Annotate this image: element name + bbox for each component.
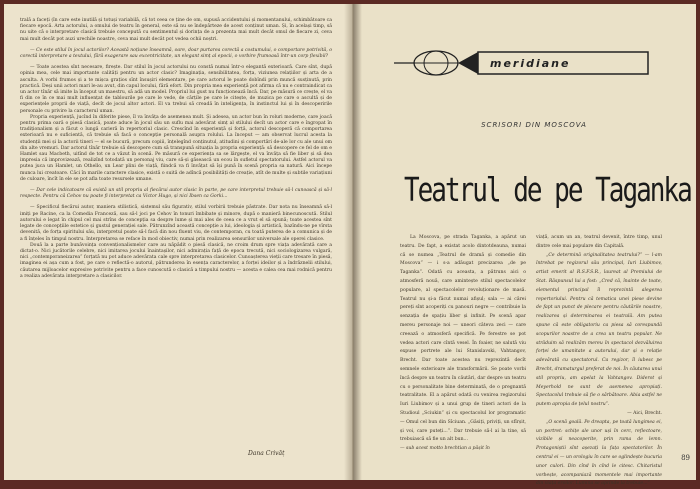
left-page	[4, 4, 352, 480]
right-page	[354, 4, 696, 487]
banner-title: meridiane	[490, 57, 571, 70]
right-col1-paragraph-1: La Moscova, pe strada Taganka, a apărut un teatru. De fapt, a existat acolo dintotdeauna, numai că se numea „Teatrul de dramă și comedie din Moscova” — i s-a adăugat precizarea „de pe Taganka”. Odată cu aceasta, a pătruns aici o atmosferă nouă, care amintește stilul spectacolelor populare, al spectacolelor revoluționare de masă. Teatrul nu și-a făcut numai afișul; sala — ai cărei pereți sînt acoperiți cu panouri negre — contribuie la senzația de spațiu liber și infinit. Pe scenă apar mereu personaje noi — uneori câteva zeci — care creează o atmosferă specifică. Pe ferestre se pot vedea actori care cîntă vesel. În foaier, ne salută viu expuse portrete ale lui Stanislavski, Vahtangov, Brecht. Dar toate acestea nu reprezintă decît semnele exterioare ale transformării. Se poate vorbi încă despre un teatru în căutări, dar despre un teatru cu o personalitate bine determinată, de o pregnantă teatralitate. El a apărut odată cu venirea regizorului Iuri Liubimov și a unui grup de tineri actori de la Studioul „Sciukin” și cu spectacolul lor programatic — Omul cel bun din Sîciuan. „Găsiți, priviți, un sfîrșit, și voi, care puteți...”. Dar trebuie să-l ai la tine, să trebuiască să fie un alt bun...	[400, 235, 526, 443]
left-paragraph-4: Propria experiență, jucînd în diferite piese, îl va învăța de asemenea mult. Și adesea, un actor bun în roluri moderne, care joacă pentru prima oară o piesă clasică, poate aduce în jocul său un suflu mai adevărat simț al stilului decît un actor care e îngropat în tradiționalism și a făcut o lungă carieră în repertoriul clasic. Crescînd în experiență și forță, actorul descoperă că comportarea exterioară nu e suficientă, că trebuie să facă o concepție personală asupra rolului. La început — am observat lucrul acesta la studenții mei și la actorii tineri — el se bucură, precum copiii, înțelegînd conținutul, atitudini și comportări de-ale lor cu ale unui om din alte vremuri. Dar actorul tînăr trebuie să descopere cum să transpună situația la propria experiență: să descopere ce fel de om e Hamlet sau Macbeth, uitînd de tot ce a văzut în scenă. Pe măsură ce experiența sa se lărgește, el va învăța să fie liber și să dea impresia că improvizează, realizînd totodată un personaj viu, care să-și găsească un ecou în sufletul spectatorului. Astfel actorul va putea juca un Hamlet, un Othello, un Lear plini de viață, fiindcă va fi învățat să își pună în scenă propria sa natură. Aici începe munca lui creatoare. Căci în marile caractere clasice, există o suită de adîncă posibilități de creație, atît de multe și subtile variațiuni de culoare, încît în ele se pot afla toate resursele umane.	[20, 114, 332, 182]
page-number: 89	[681, 454, 690, 462]
left-paragraph-2: — Ce este stilul în jocul actorilor? Această noțiune înseamnă, oare, doar purtarea corectă a costumului, o comportare potrivită, o corectă interpretare a textului, fără exagerare sau excentricitate, un elegant simț al epocii, o vorbire frumoasă într-un corp flexibil?	[20, 47, 332, 60]
right-column-2	[536, 234, 662, 489]
author-signature: Dana Crivăț	[248, 450, 285, 457]
article-subtitle: SCRISORI DIN MOSCOVA	[481, 121, 587, 129]
left-paragraph-1: trală a faceți (în care este inutilă și totuși variabilă, că tot ceea ce ține de om, supusă accidentului și momentanului, schimbătoare ca fiecare epocă. Arta actorului, a omului de teatru în general, este să nu se îndepărteze de acest conținut uman. Și, în același timp, să nu uite că o interpretare clasică trebuie concepută cu sentimentul și dorința de a prezenta mai mult decât omul de fiecare zi, ceva mai mult decât pot auzi urechile noastre, ceva mai mult decât pot vedea ochii noștri.	[20, 18, 332, 42]
right-col2-paragraph-4: „O scenă goală. Pe dreapta, pe toată lungimea ei, un portret: schițe ale unor uși în cerc, reflectoare, vizibile și neacoperite, prin rama de lemn. Protagoniștii sînt așezați la fața spectatorilor. În centrul ei — un orologiu în care se oglindește bucuria unor culori. Din cînd în cînd le citesc. Chitaristul vorbește, acompaniază momentele mai importante din viața eroilor. Lumina se aprinde la trebuie...”	[536, 419, 662, 487]
right-col2-paragraph-2: „Ce determină originalitatea teatrului?” — l-am întrebat pe regizorul său principal, Iuri Liubimov, artist emerit al R.S.F.S.R., laureat al Premiului de Stat. Răspunsul lui a fost: „Cred că, înainte de toate, elementul principal îl reprezintă alegerea repertoriului. Pentru că tematica unei piese devine de fapt un punct de plecare pentru căutările noastre, realizarea și determinarea ei teatrală. Am putea spune că este obligatoriu ca piesa să corespundă scopurilor noastre de a crea un teatru popular. Ne străduim să realizăm mereu în spectacol dezvăluirea forței de umanitate a autorului, dar și o relație adevărată cu spectatorul. Ca regizor, îl iubesc pe Brecht, dramaturgul preferat de noi. În căutarea unui stil propriu, am apelat la Vahtangov. Diderot și Meyerhold ne sunt de asemenea apropiați. Spectacolul trebuie să fie o sărbătoare. Abia astfel ne putem apropia de țelul nostru”.	[536, 252, 662, 408]
book-gutter	[344, 4, 362, 480]
article-title: Teatrul de pe Taganka	[404, 172, 691, 210]
right-col2-paragraph-3: — Aici, Brecht.	[627, 410, 662, 416]
left-paragraph-3: — Toate acestea sînt necesare, firește. Dar stilul în jocul actorului nu constă numai într-o elegantă exterioară. Care sînt, după opinia mea, cele mai importante calități pentru un actor clasic? Imaginația, sensibilitatea, forța, viziunea relațiilor și arta de a asculta. A vorbi frumos și a te mișca grațios sînt însușiri elementare, pe care actorul le poate dobîndi prin muncă susținută, prin practică. Deși unii actori mari le-au avut, din capul locului, fără efort. Din propria mea experiență pot afirma că nu e contraindicat ca un actor tînăr să imite la început un maestru, să adă un model. Propriul lui gust nu funcționează încă. Dar, pe măsură ce crește, el va fi din ce în ce mai mult influențat de tablourile pe care le vede, de cărțile pe care le citește, de muzica pe care o ascultă și de experiențele proprii de viață, decît de jocul altor actori. El va trebui să creadă în inteligența, în instinctul lui și în descoperirile personale cu privire la caracterul uman.	[20, 65, 332, 114]
book-spread	[4, 4, 696, 487]
right-col2-paragraph-1: viață, acum un an, teatrul devenit, între timp, unul dintre cele mai populare din Capitală.	[536, 235, 662, 249]
left-paragraph-5: — Dar cele indicatoare că există un stil propriu al fiecărui autor clasic în parte, pe care interpretul trebuie să-l cunoască și să-l respecte. Pentru că Cehov nu poate fi interpretat ca Victor Hugo, și nici Ibsen ca Gorki...	[20, 188, 332, 200]
left-page-text	[20, 18, 332, 280]
right-col1-paragraph-2: — sub acest motto brechtian a pășit în	[400, 446, 490, 452]
left-paragraph-7: Două la a parte bunăvoința convenționalismelor care au năpădit o piesă clasică, ne croim drum spre viața adevărată care a dictat-o. Nici jucătorile celebre, nici imitarea jocului înaintașilor, nici admirația față de epoca trecută, nici sociologizarea vulgară, nici „contemporaneizarea” forțată nu pot aduce adevărata cale spre interpretarea clasicelor. Cunoașterea vieții care tresare în piesă, imaginea ei așa cum a fost, pe care o reflectă-o autorul, pătrunderea în esența caracterelor, a forței ideilor și a îndrăznelii stilului, căutarea mijloacelor expresive potrivite pentru a face cunoscută o clasică a timpului nostru — acesta e calea cea mai rodnică pentru a realiza adevărata interpretare a clasicilor.	[20, 242, 332, 279]
left-paragraph-6: — Specificul fiecărui autor, maniera stilistică, sistemul său figurativ, stilul vorbirii trebuie păstrate. Dar nota nu înseamnă să-l imiți pe Racine, ca la Comedia Franceză, sau să-l joci pe Cehov în tonuri îmbibate și minore, după o manieră binecunoscută. Stilul autorului e legat în chipul cel mai strîns de concepția sa despre lume și mai ales de ceea ce a vrut el să spună; toate acestea sînt legate de concepțiile estetice și gustul generației sale. Pătrunzînd această concepție a lui, ideologia și artistică, bazîndu-ne pe vîrsta devenită, de forța spiritului său, interpretul poate să-l facă din nou fluent viu, de contemporan, cu toată puterea de a comunica și de a fi înțeles în timpul nostru. Interpretarea se reface în mod obiectiv, numai prin realizarea sensurilor universale ale operei clasice.	[20, 205, 332, 242]
right-column-1	[400, 234, 526, 454]
section-banner	[394, 48, 648, 78]
